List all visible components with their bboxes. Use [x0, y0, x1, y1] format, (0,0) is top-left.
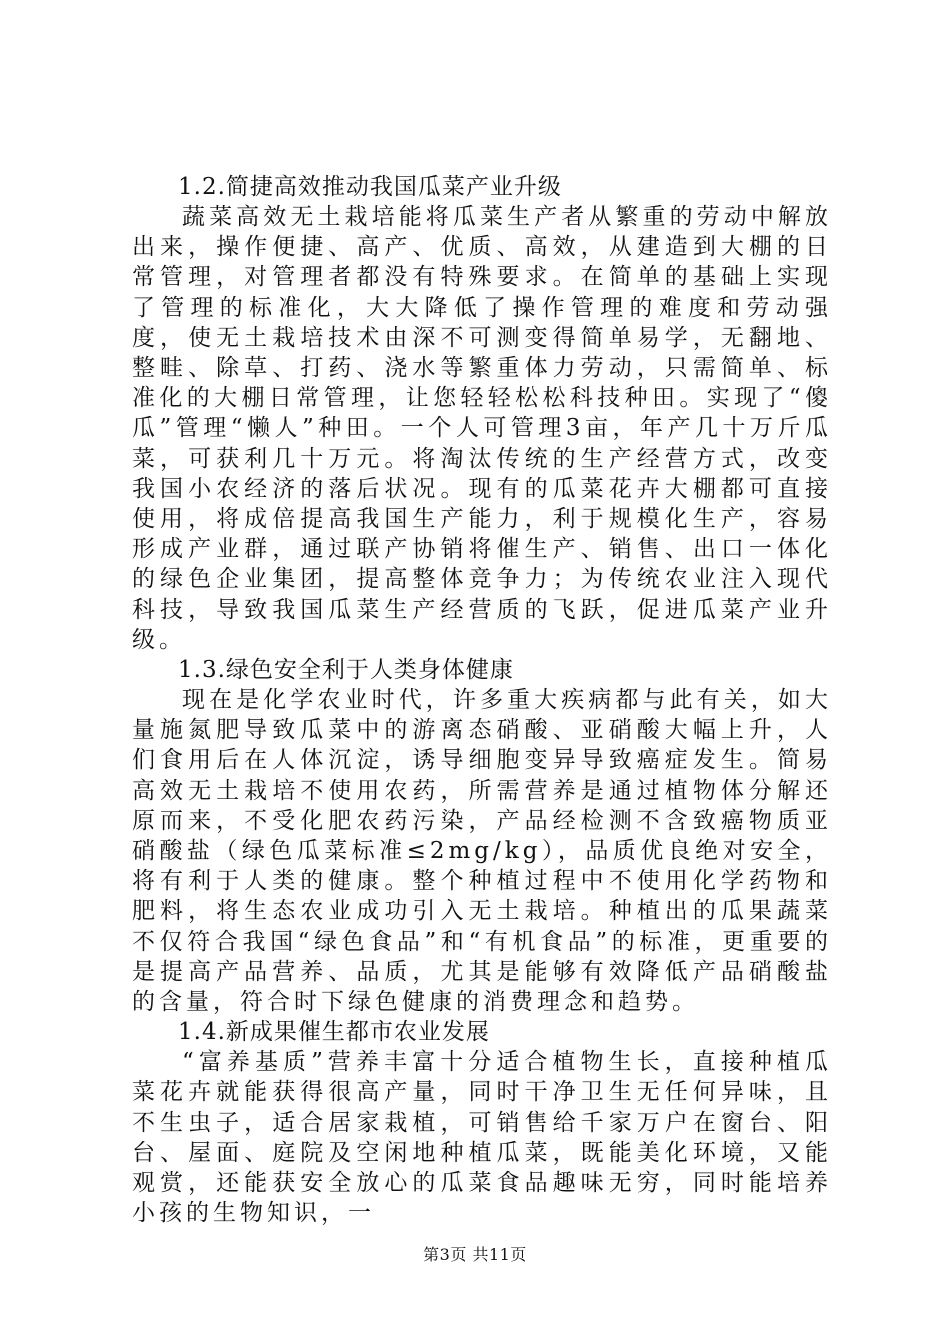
section-heading-1-4: 1.4.新成果催生都市农业发展 [178, 1019, 490, 1046]
section-paragraph-1-4: “富养基质”营养丰富十分适合植物生长，直接种植瓜菜花卉就能获得很高产量，同时干净卫生无任何异味，且不生虫子，适合居家栽植，可销售给千家万户在窗台、阳台、屋面、庭院及空闲地种植瓜菜，既能美化环境，又能观赏，还能获安全放心的瓜菜食品趣味无穷，同时能培养小孩的生物知识，一 [132, 1049, 832, 1227]
document-body [132, 172, 832, 1229]
section-paragraph-1-3: 现在是化学农业时代，许多重大疾病都与此有关，如大量施氮肥导致瓜菜中的游离态硝酸、亚硝酸大幅上升，人们食用后在人体沉淀，诱导细胞变异导致癌症发生。简易高效无土栽培不使用农药，所需营养是通过植物体分解还原而来，不受化肥农药污染，产品经检测不含致癌物质亚硝酸盐（绿色瓜菜标准≤2mg/kg），品质优良绝对安全，将有利于人类的健康。整个种植过程中不使用化学药物和肥料，将生态农业成功引入无土栽培。种植出的瓜果蔬菜不仅符合我国“绿色食品”和“有机食品”的标准，更重要的是提高产品营养、品质，尤其是能够有效降低产品硝酸盐的含量，符合时下绿色健康的消费理念和趋势。 [132, 687, 832, 1016]
section-heading-1-2: 1.2.简捷高效推动我国瓜菜产业升级 [178, 174, 562, 200]
page-footer: 第3页 共11页 [423, 1245, 527, 1264]
section-paragraph-1-2: 蔬菜高效无土栽培能将瓜菜生产者从繁重的劳动中解放出来，操作便捷、高产、优质、高效，从建造到大棚的日常管理，对管理者都没有特殊要求。在简单的基础上实现了管理的标准化，大大降低了操作管理的难度和劳动强度，使无土栽培技术由深不可测变得简单易学，无翻地、整畦、除草、打药、浇水等繁重体力劳动，只需简单、标准化的大棚日常管理，让您轻轻松松科技种田。实现了“傻瓜”管理“懒人”种田。一个人可管理3亩，年产几十万斤瓜菜，可获利几十万元。将淘汰传统的生产经营方式，改变我国小农经济的落后状况。现有的瓜菜花卉大棚都可直接使用，将成倍提高我国生产能力，利于规模化生产，容易形成产业群，通过联产协销将催生产、销售、出口一体化的绿色企业集团，提高整体竞争力；为传统农业注入现代科技，导致我国瓜菜生产经营质的飞跃，促进瓜菜产业升级。 [132, 204, 832, 653]
section-heading-1-3: 1.3.绿色安全利于人类身体健康 [178, 657, 514, 684]
